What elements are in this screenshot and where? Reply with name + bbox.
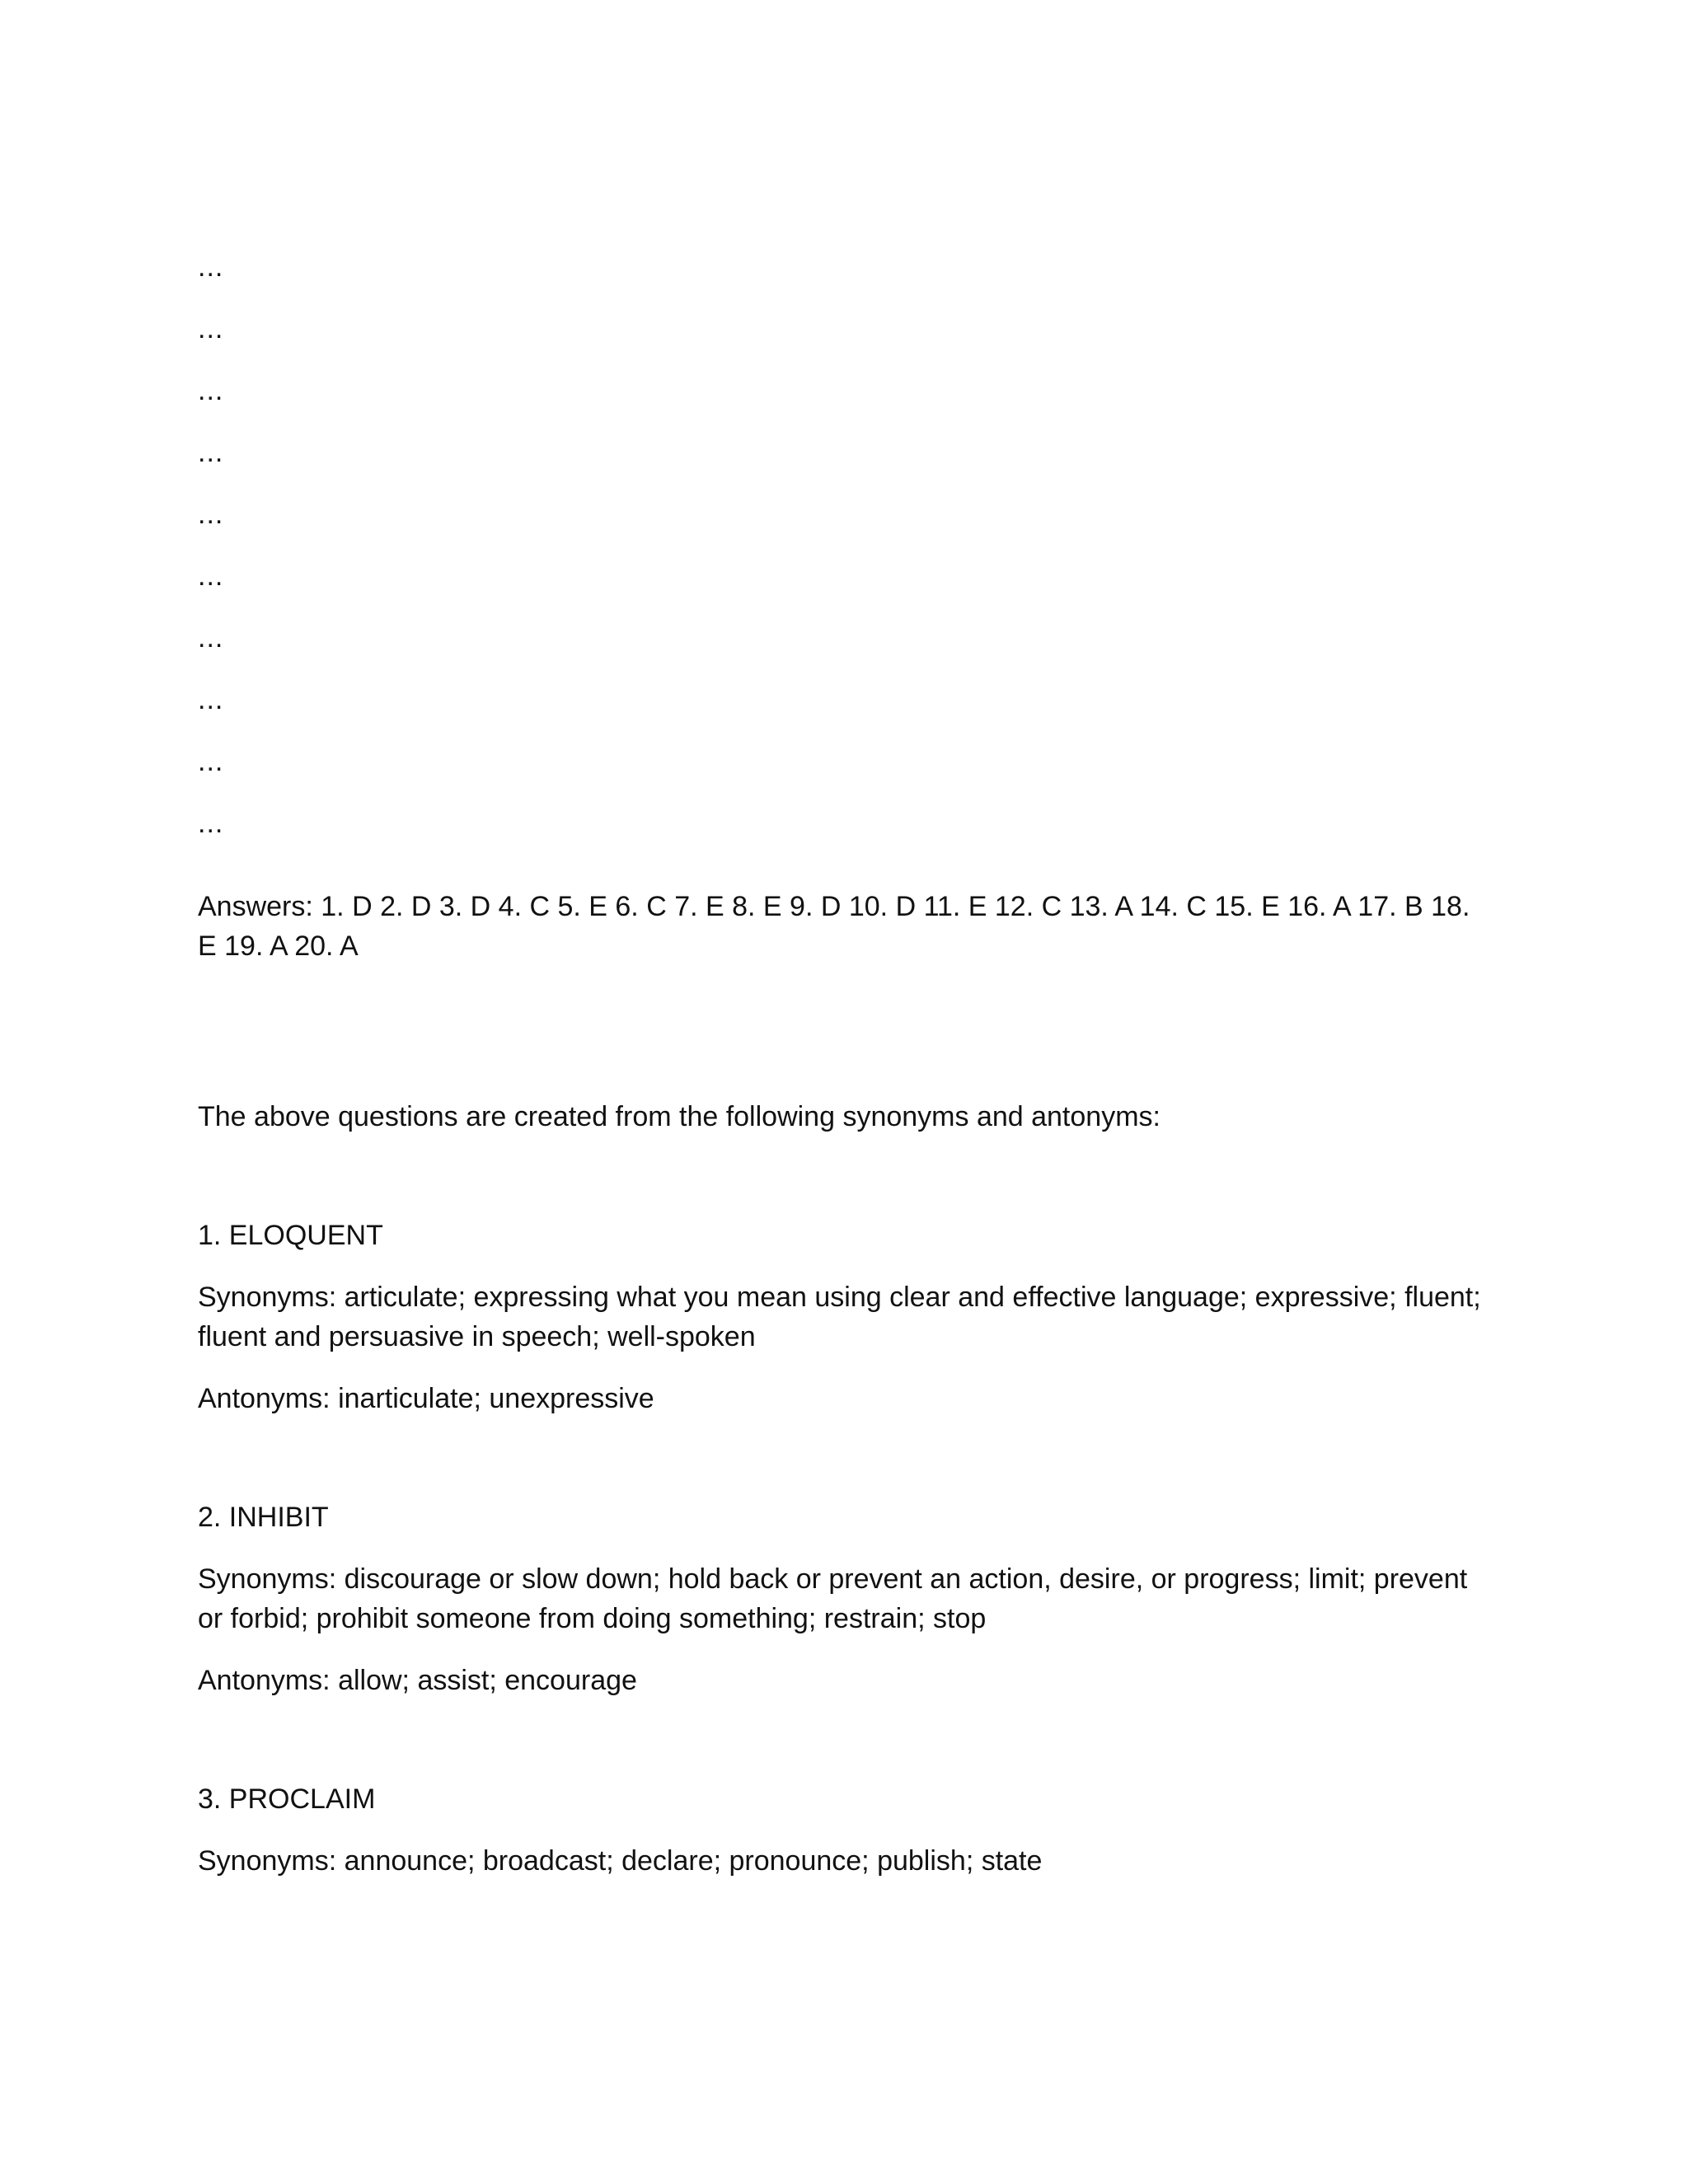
vocab-entry-eloquent bbox=[198, 1216, 1492, 1418]
answer-key: Answers: 1. D 2. D 3. D 4. C 5. E 6. C 7. E 8. E 9. D 10. D 11. E 12. C 13. A 14. C 15. E 16. A 17. B 18. E 19. A 20. A bbox=[198, 891, 1470, 962]
vocab-entry-title: 2. INHIBIT bbox=[198, 1502, 329, 1533]
ellipsis-line: ... bbox=[198, 251, 224, 283]
intro-paragraph: The above questions are created from the following synonyms and antonyms: bbox=[198, 1101, 1160, 1132]
vocab-entry-inhibit bbox=[198, 1497, 1492, 1700]
ellipsis-line: ... bbox=[198, 560, 224, 592]
vocab-entry-title: 1. ELOQUENT bbox=[198, 1220, 383, 1251]
ellipsis-line: ... bbox=[198, 437, 224, 468]
document-content bbox=[198, 247, 1492, 1881]
vocab-entry-synonyms: Synonyms: discourage or slow down; hold back or prevent an action, desire, or progress; limit; prevent or forbid; prohibit someone from doing something; restrain; stop bbox=[198, 1563, 1468, 1634]
vocab-entry-proclaim bbox=[198, 1779, 1492, 1881]
ellipsis-line: ... bbox=[198, 499, 224, 530]
ellipsis-line: ... bbox=[198, 313, 224, 344]
ellipsis-line: ... bbox=[198, 622, 224, 654]
vocab-entry-antonyms: Antonyms: allow; assist; encourage bbox=[198, 1665, 637, 1696]
vocab-entry-synonyms: Synonyms: articulate; expressing what you mean using clear and effective language; expressive; fluent; fluent and persuasive in speech; well-spoken bbox=[198, 1282, 1481, 1352]
ellipsis-line: ... bbox=[198, 375, 224, 406]
ellipsis-line: ... bbox=[198, 808, 224, 839]
ellipsis-line: ... bbox=[198, 746, 224, 777]
vocab-entry-synonyms: Synonyms: announce; broadcast; declare; pronounce; publish; state bbox=[198, 1845, 1043, 1877]
ellipsis-line: ... bbox=[198, 684, 224, 715]
vocab-entry-antonyms: Antonyms: inarticulate; unexpressive bbox=[198, 1383, 654, 1414]
vocab-entry-title: 3. PROCLAIM bbox=[198, 1783, 376, 1815]
